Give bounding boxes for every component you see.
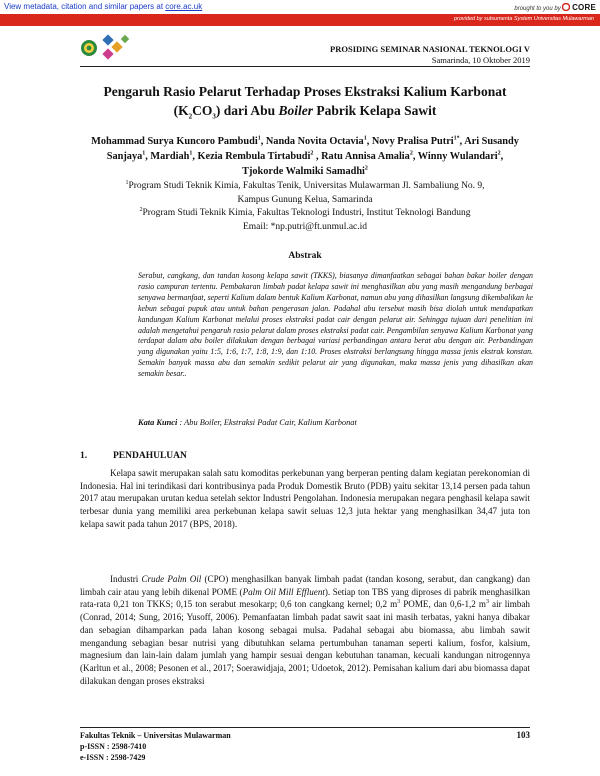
footer-eissn: e-ISSN : 2598-7429: [80, 753, 146, 762]
proceedings-date: Samarinda, 10 Oktober 2019: [431, 55, 530, 65]
corresponding-email: Email: *np.putri@ft.unmul.ac.id: [242, 221, 368, 232]
author-list: Mohammad Surya Kuncoro Pambudi$^1$, Nanda Novita Octavia$^1$, Novy Pralisa Putri$^{1*}$, Ari Susandy Sanjaya$^1$, Mardiah$^1$, Kezia Rembula Tirtabudi$^2$ , Ratu Annisa Amalia$^2$, Winny Wulandari$^2$, Tjokorde Walmiki Samadhi$^2$: [91, 135, 519, 177]
author: Ratu Annisa Amalia: [321, 151, 410, 162]
affiliations: $^1$Program Studi Teknik Kimia, Fakultas Tenik, Universitas Mulawarman Jl. Sambaliung No. 9, Kampus Gunung Kelua, Samarinda $^2$Program Studi Teknik Kimia, Fakultas Teknologi Industri, Institut Teknologi Bandung Email: *np.putri@ft.unmul.ac.id: [125, 179, 485, 232]
top-bar: [0, 0, 600, 14]
author: Mohammad Surya Kuncoro Pambudi: [91, 136, 258, 147]
section-heading: 1. PENDAHULUAN: [80, 451, 187, 461]
author: Ari Susandy Sanjaya: [106, 136, 519, 162]
brought-by-core[interactable]: brought to you by CORE: [514, 3, 596, 12]
abstract-text: Serabut, cangkang, dan tandan kosong kelapa sawit (TKKS), biasanya dimanfaatkan sebagai bahan bakar boiler dengan rasio campuran tertentu. Pembakaran limbah padat kelapa sawit ini menghasilkan abu yang masih mengandung berbagai senyawa bermanfaat, seperti Kalium dalam bentuk Kalium Karbonat, namun abu yang dihasilkan langsung dikembalikan ke kebun sebagai pupuk atau untuk bahan pengerasan jalan. Padahal abu tersebut masih bisa diolah untuk mendapatkan kandungan Kalium Karbonat melalui proses ekstraksi padat cair dengan pelarut air. Sehingga tujuan dari penelitian ini adalah mengetahui pengaruh rasio pelarut dalam proses ekstraksi padat cair. Pengambilan senyawa Kalium Karbonat yang terdapat dalam abu boiler dilakukan dengan berbagai variasi perbandingan antara berat abu dengan air. Perbandingan yang digunakan yaitu 1:5, 1:6, 1:7, 1:8, 1:9, dan 1:10. Proses ekstraksi berlangsung hingga massa jenis ekstrak konstan. Semakin banyak massa abu dan semakin sedikit pelarut air yang digunakan, maka massa jenis yang dihasilkan akan semakin besar..: [138, 271, 533, 379]
author: Kezia Rembula Tirtabudi: [197, 151, 311, 162]
footer-divider: [80, 727, 530, 728]
paragraph: Kelapa sawit merupakan salah satu komoditas perkebunan yang berperan penting dalam kegiatan perekonomian di Indonesia. Hal ini terindikasi dari kontribusinya pada Produk Domestik Bruto (PDB) yaitu sekitar 13,14 persen pada tahun 2017 atau merupakan urutan kedua setelah sektor Industri Pengolahan. Indonesia merupakan negara penghasil kelapa sawit terbesar dunia yang memiliki area perkebunan kelapa sawit seluas 12,3 juta hektar yang menghasilkan 34,47 juta ton kelapa sawit pada tahun 2017 (BPS, 2018).: [80, 468, 530, 529]
footer-faculty: Fakultas Teknik – Universitas Mulawarman: [80, 731, 231, 740]
author: Mardiah: [150, 151, 190, 162]
provider-banner[interactable]: provided by sutsumenta System Universitas Mulawarman: [0, 14, 600, 26]
header-divider: [80, 66, 530, 67]
author: Novy Pralisa Putri: [371, 136, 454, 147]
keywords: Kata Kunci : Abu Boiler, Ekstraksi Padat Cair, Kalium Karbonat: [138, 418, 357, 427]
paper-title: Pengaruh Rasio Pelarut Terhadap Proses Ekstraksi Kalium Karbonat $(K_2CO_3)$ dari Abu Boiler Pabrik Kelapa Sawit: [103, 84, 507, 121]
page-number: 103: [516, 730, 530, 740]
abstract-heading: Abstrak: [288, 251, 322, 261]
author: Tjokorde Walmiki Samadhi: [242, 166, 365, 177]
paragraph: Industri Crude Palm Oil (CPO) menghasilkan banyak limbah padat (tandan kosong, serabut, dan cangkang) dan limbah cair atau yang lebih dikenal POME (Palm Oil Mill Effluent). Setiap ton TBS yang diproses di pabrik menghasilkan rata-rata 0,21 ton TKKS; 0,15 ton serabut mesokarp; 0,6 ton cangkang kernel; 0,2 $m^3$ POME, dan 0,6-1,2 $m^3$ air limbah (Conrad, 2014; Sung, 2016; Yusoff, 2006). Pemanfaatan limbah padat sawit saat ini masih terbatas, yakni hanya dibakar dan sebagian dihamparkan pada lahan kosong sebagai mulsa. Padahal sebagai abu biomassa, abu limbah sawit mengandung sebagian besar nutrisi yang dibutuhkan selama pertumbuhan tanaman seperti kalium, fosfor, kalsium, magnesium dan lain-lain dalam jumlah yang hampir sesuai dengan kebutuhan tanaman, kecuali kandungan nitrogennya (Karltun et al., 2008; Pesonen et al., 2017; Soerawidjaja, 2001; Udoetok, 2012). Pemisahan kalium dari abu biomassa dapat dilakukan dengan proses ekstraksi: [80, 574, 530, 686]
author: Winny Wulandari: [417, 151, 498, 162]
core-logo-icon: [562, 3, 570, 11]
footer-pissn: p-ISSN : 2598-7410: [80, 742, 147, 751]
conference-logo-icon: [80, 33, 132, 63]
proceedings-title: PROSIDING SEMINAR NASIONAL TEKNOLOGI V: [330, 44, 530, 54]
core-metadata-link[interactable]: View metadata, citation and similar papers at core.ac.uk: [4, 2, 203, 11]
author: Nanda Novita Octavia: [265, 136, 364, 147]
